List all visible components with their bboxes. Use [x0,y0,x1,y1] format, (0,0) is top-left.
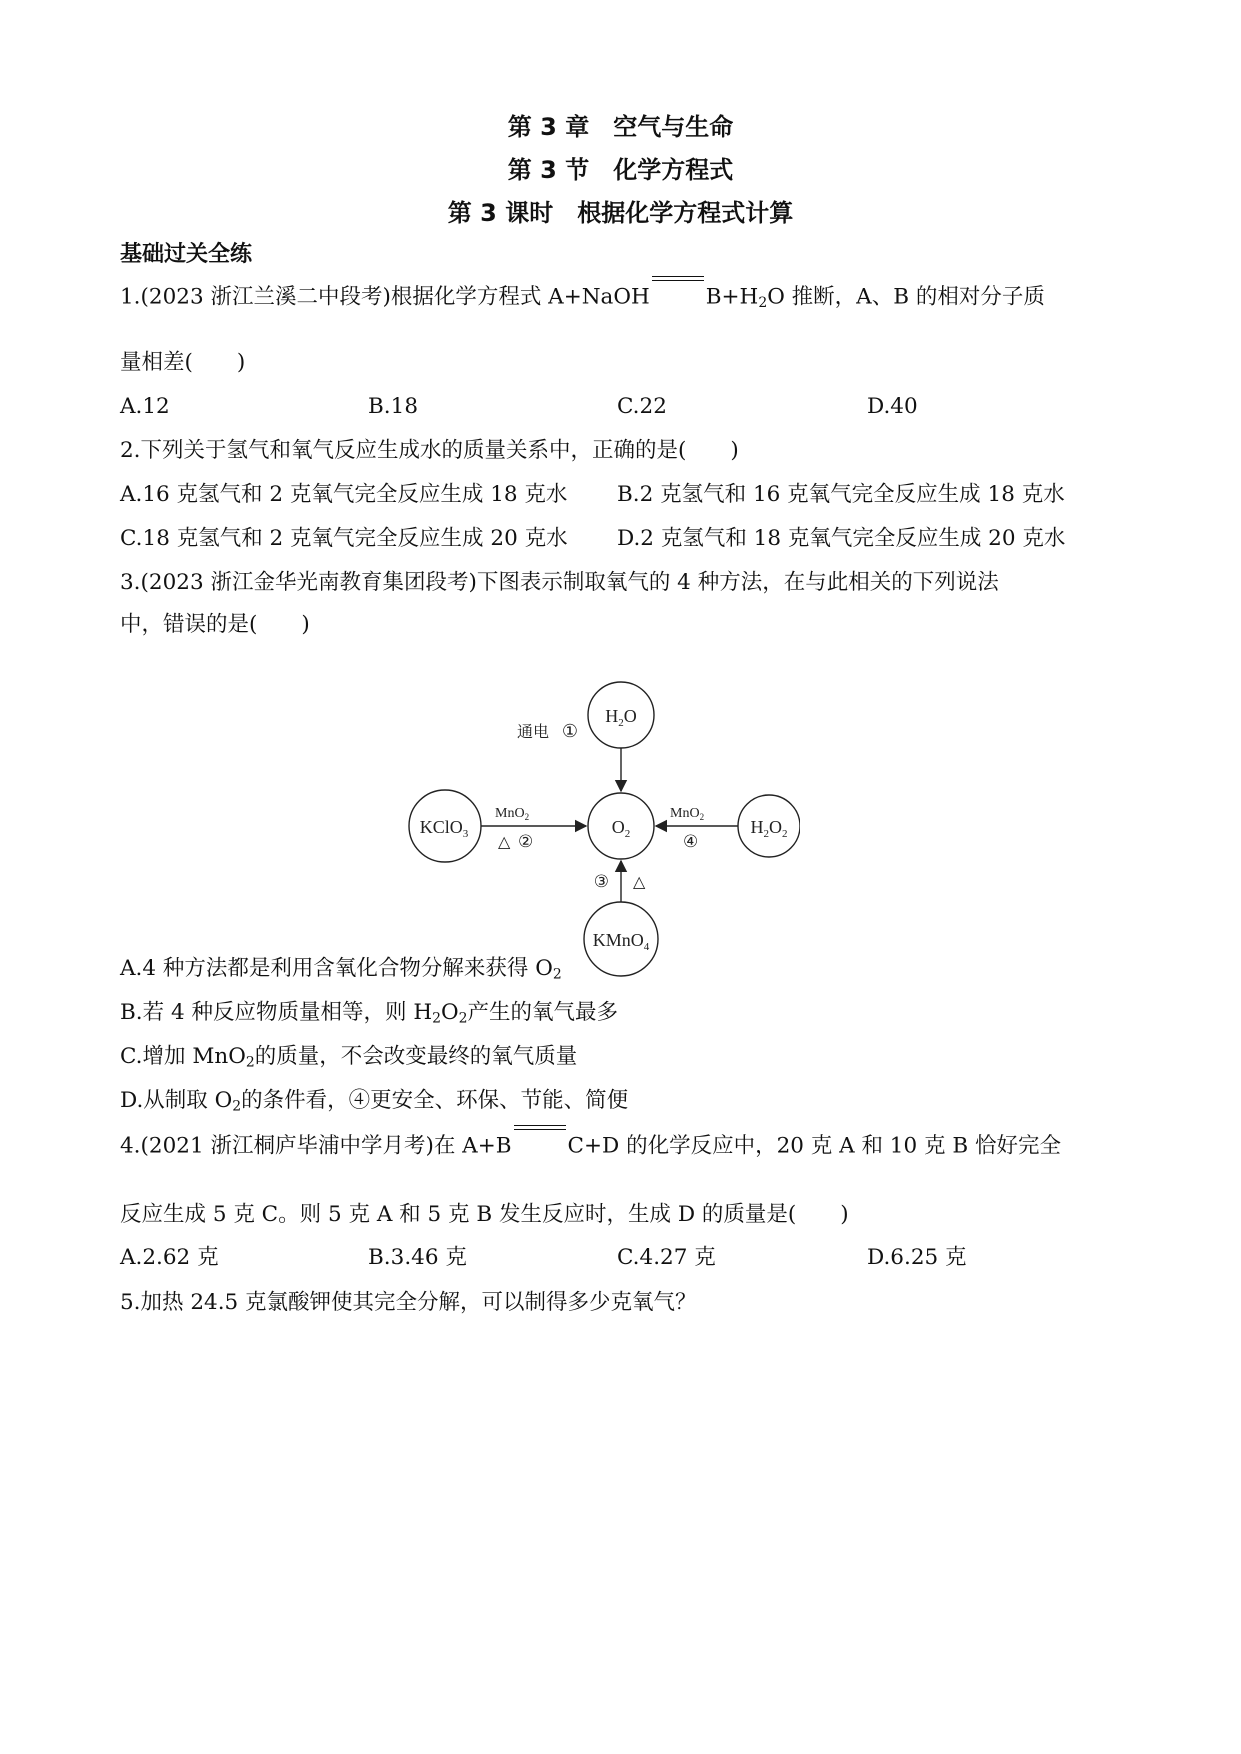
question-3-option-c[interactable]: C.增加 MnO$_2$的质量，不会改变最终的氧气质量 [120,1044,578,1071]
h2o-label: $H_2O$ [605,706,637,729]
question-source: (2021 浙江桐庐毕浦中学月考) [140,1133,434,1159]
catalyst-right-label: MnO$_2$ [670,806,705,822]
section-title: 第 3 节 化学方程式 [507,156,734,184]
question-stem: 根据化学方程式 A+NaOH [390,284,650,310]
question-1-option-b[interactable]: B.18 [368,394,418,419]
question-1-line-1: 1.(2023 浙江兰溪二中段考)根据化学方程式 A+NaOH $B+H_2O$ 推断，A、B 的相对分子质 [120,282,1045,313]
question-3-line-1: 3.(2023 浙江金华光南教育集团段考)下图表示制取氧气的 4 种方法，在与此相关的下列说法 [120,570,999,595]
question-number: 5. [120,1290,141,1315]
question-3-option-d[interactable]: D.从制取 $O_2$的条件看，④更安全、环保、节能、简便 [120,1088,629,1115]
question-1-option-a[interactable]: A.12 [120,394,170,419]
question-4-option-a[interactable]: A.2.62 克 [120,1245,219,1270]
heat-left-label: △ [498,834,511,851]
question-1-line-2: 量相差( ) [120,350,246,375]
question-number: 2. [120,438,141,463]
o2-label: $O_2$ [611,817,631,840]
kclo3-label: KClO$_3$ [419,817,469,840]
heat-bottom-label: △ [633,874,646,891]
kmno4-label: KMnO$_4$ [592,930,650,953]
question-3-line-2: 中，错误的是( ) [120,612,310,637]
question-1-option-c[interactable]: C.22 [617,394,667,419]
chapter-title: 第 3 章 空气与生命 [507,113,734,141]
step-4-label: ④ [683,832,699,851]
question-2-stem: 2.下列关于氢气和氧气反应生成水的质量关系中，正确的是( ) [120,438,739,463]
question-2-option-d[interactable]: D.2 克氢气和 18 克氧气完全反应生成 20 克水 [617,526,1066,551]
question-number: 4. [120,1133,141,1159]
question-3-option-b[interactable]: B.若 4 种反应物质量相等，则 $H_2O_2$产生的氧气最多 [120,1000,619,1027]
step-2-label: ② [518,832,534,851]
question-number: 3. [120,570,141,595]
question-number: 1. [120,284,141,310]
question-source: (2023 浙江兰溪二中段考) [140,284,391,310]
equal-sign-symbol [650,282,706,304]
question-source: (2023 浙江金华光南教育集团段考) [140,570,477,595]
question-4-line-2: 反应生成 5 克 C。则 5 克 A 和 5 克 B 发生反应时，生成 D 的质量是( ) [120,1202,849,1227]
question-4-option-b[interactable]: B.3.46 克 [368,1245,467,1270]
question-4-option-c[interactable]: C.4.27 克 [617,1245,716,1270]
h2o2-label: $H_2O_2$ [750,817,788,840]
question-5-stem: 5.加热 24.5 克氯酸钾使其完全分解，可以制得多少克氧气？ [120,1290,697,1315]
catalyst-left-label: MnO$_2$ [495,806,530,822]
electrolysis-label: 通电 [516,724,550,741]
step-3-label: ③ [593,872,609,891]
question-1-option-d[interactable]: D.40 [867,394,918,419]
question-4-option-d[interactable]: D.6.25 克 [867,1245,967,1270]
equal-sign-symbol [512,1131,568,1153]
exercise-heading: 基础过关全练 [120,242,253,267]
step-1-label: ① [561,721,579,741]
question-3-option-a[interactable]: A.4 种方法都是利用含氧化合物分解来获得 $O_2$ [120,956,562,983]
question-4-line-1: 4.(2021 浙江桐庐毕浦中学月考)在 A+B C+D 的化学反应中，20 克 A 和 10 克 B 恰好完全 [120,1131,1061,1162]
question-2-option-a[interactable]: A.16 克氢气和 2 克氧气完全反应生成 18 克水 [120,482,568,507]
h2o-circle [588,682,654,748]
lesson-title: 第 3 课时 根据化学方程式计算 [447,199,794,227]
question-2-option-b[interactable]: B.2 克氢气和 16 克氧气完全反应生成 18 克水 [617,482,1065,507]
question-2-option-c[interactable]: C.18 克氢气和 2 克氧气完全反应生成 20 克水 [120,526,568,551]
